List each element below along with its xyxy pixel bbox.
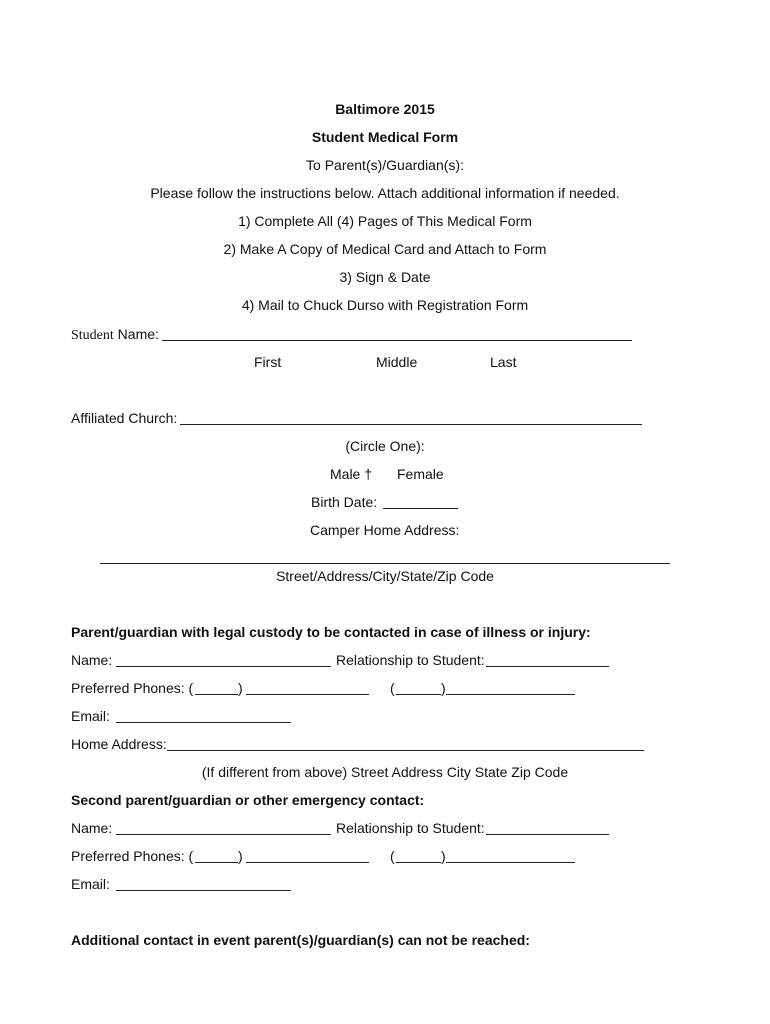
- form-subtitle: Student Medical Form: [311, 129, 459, 145]
- camper-address-caption: Street/Address/City/State/Zip Code: [276, 568, 494, 584]
- gender-female-option[interactable]: Female: [397, 466, 444, 482]
- parent1-home-address-label: Home Address:: [71, 736, 167, 752]
- student-name-suffix: Name:: [113, 326, 159, 342]
- student-name-prefix: Student: [71, 328, 114, 343]
- camper-address-field[interactable]: [100, 563, 670, 564]
- parent2-phone2-number-field[interactable]: [446, 862, 575, 863]
- parent1-relationship-field[interactable]: [486, 666, 609, 667]
- parent1-name-field[interactable]: [116, 666, 331, 667]
- step-1: 1) Complete All (4) Pages of This Medical Form: [238, 213, 532, 229]
- student-name-field[interactable]: [162, 340, 632, 341]
- parent2-phone1-close: ): [238, 848, 243, 864]
- parent2-phone1-area-field[interactable]: [195, 862, 238, 863]
- parent1-name-label: Name:: [71, 652, 113, 668]
- name-part-last: Last: [490, 354, 517, 370]
- name-part-first: First: [254, 354, 282, 370]
- birth-date-field[interactable]: [383, 508, 458, 509]
- parent1-email-label: Email:: [71, 708, 110, 724]
- parent1-home-address-field[interactable]: [167, 750, 644, 751]
- parent1-phone2-area-field[interactable]: [396, 694, 441, 695]
- instructions: Please follow the instructions below. Attach additional information if needed.: [150, 185, 620, 201]
- parent2-phone2-close: ): [441, 848, 446, 864]
- parent2-email-label: Email:: [71, 876, 110, 892]
- parent1-phones-label: Preferred Phones: (: [71, 680, 194, 696]
- name-part-middle: Middle: [376, 354, 418, 370]
- parent2-email-field[interactable]: [116, 890, 291, 891]
- parent1-phone2-number-field[interactable]: [446, 694, 575, 695]
- parent1-phone1-number-field[interactable]: [246, 694, 369, 695]
- parent1-phone1-close: ): [238, 680, 243, 696]
- parent1-heading: Parent/guardian with legal custody to be contacted in case of illness or injury:: [71, 624, 591, 640]
- church-label: Affiliated Church:: [71, 410, 178, 426]
- form-title: Baltimore 2015: [335, 101, 435, 117]
- parent2-phone1-number-field[interactable]: [246, 862, 369, 863]
- parent1-phone1-area-field[interactable]: [195, 694, 238, 695]
- parent1-phone2-close: ): [441, 680, 446, 696]
- parent2-name-field[interactable]: [116, 834, 331, 835]
- parent1-phone2-open: (: [390, 680, 395, 696]
- parent2-phone2-area-field[interactable]: [396, 862, 441, 863]
- parent2-name-label: Name:: [71, 820, 113, 836]
- step-3: 3) Sign & Date: [339, 269, 431, 285]
- parent2-relationship-label: Relationship to Student:: [336, 820, 485, 836]
- parent1-relationship-label: Relationship to Student:: [336, 652, 485, 668]
- camper-address-label: Camper Home Address:: [310, 522, 460, 538]
- parent1-address-caption: (If different from above) Street Address City State Zip Code: [201, 764, 569, 780]
- student-name-label: [71, 325, 159, 345]
- step-4: 4) Mail to Chuck Durso with Registration Form: [241, 297, 529, 313]
- parent2-phone2-open: (: [390, 848, 395, 864]
- step-2: 2) Make A Copy of Medical Card and Attach to Form: [223, 241, 547, 257]
- circle-one-label: (Circle One):: [345, 438, 425, 454]
- additional-contact-heading: Additional contact in event parent(s)/guardian(s) can not be reached:: [71, 932, 530, 948]
- birth-date-label: Birth Date:: [311, 494, 378, 510]
- church-field[interactable]: [180, 424, 642, 425]
- gender-male-option[interactable]: Male †: [330, 466, 373, 482]
- parent2-heading: Second parent/guardian or other emergency contact:: [71, 792, 425, 808]
- parent1-email-field[interactable]: [116, 722, 291, 723]
- greeting: To Parent(s)/Guardian(s):: [306, 157, 464, 173]
- parent2-relationship-field[interactable]: [486, 834, 609, 835]
- parent2-phones-label: Preferred Phones: (: [71, 848, 194, 864]
